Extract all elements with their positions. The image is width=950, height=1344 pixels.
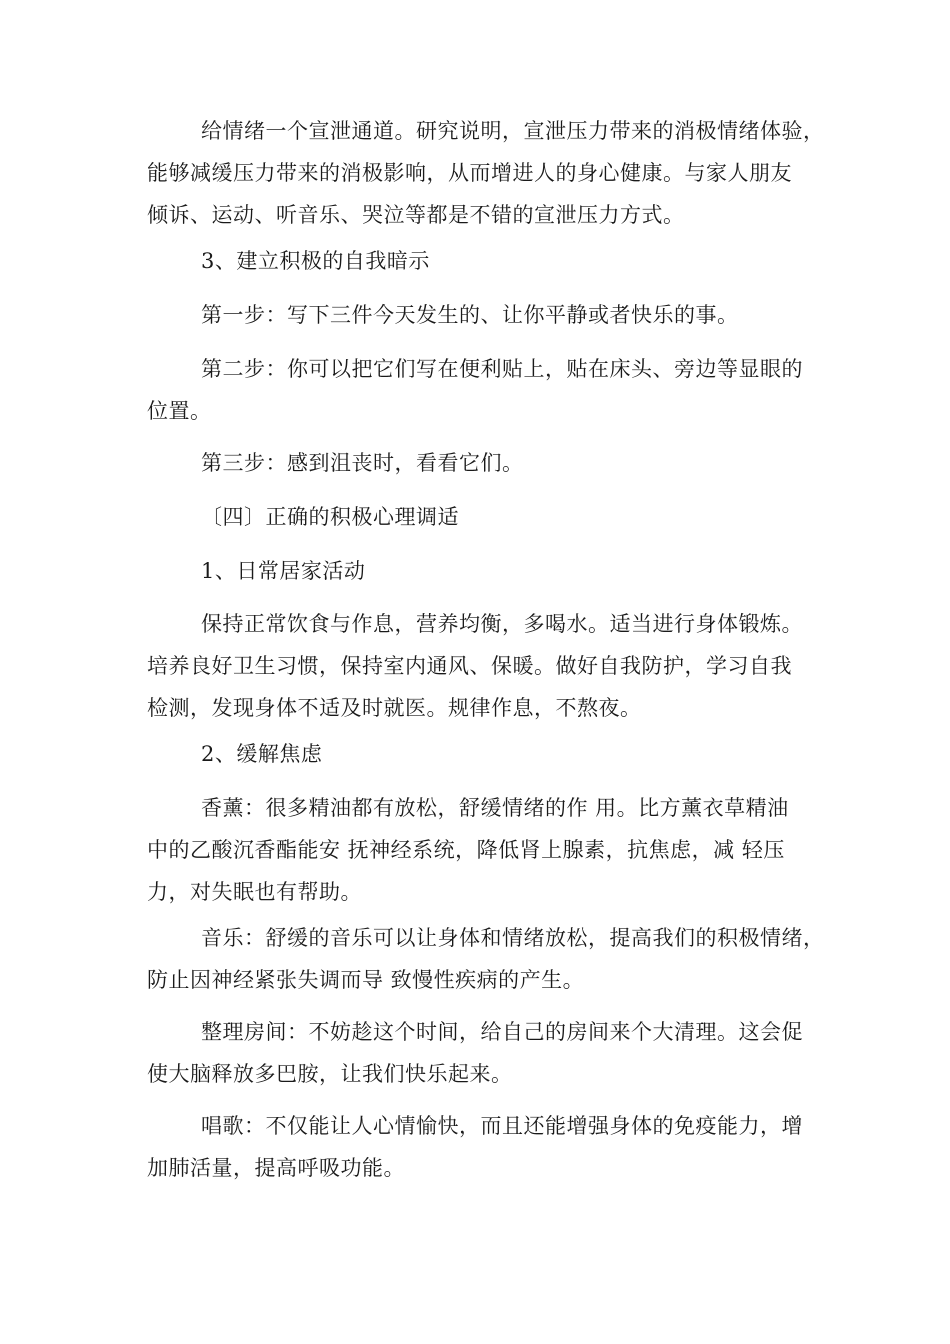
heading-section-four (147, 496, 807, 538)
text-line: 力，对失眠也有帮助。 (147, 880, 362, 904)
paragraph-aromatherapy (147, 787, 807, 913)
heading-daily-activities (147, 550, 807, 592)
text-line: 3、建立积极的自我暗示 (201, 249, 430, 273)
text-line: 保持正常饮食与作息，营养均衡，多喝水。适当进行身体锻炼。 (201, 612, 803, 636)
paragraph-step-1 (147, 294, 807, 336)
text-line: 检测，发现身体不适及时就医。规律作息，不熬夜。 (147, 696, 642, 720)
heading-relieve-anxiety (147, 733, 807, 775)
text-line: 唱歌：不仅能让人心情愉快，而且还能增强身体的免疫能力，增 (201, 1114, 803, 1138)
text-line: 第一步：写下三件今天发生的、让你平静或者快乐的事。 (201, 303, 739, 327)
paragraph-step-3 (147, 442, 807, 484)
text-line: 1、日常居家活动 (201, 559, 366, 583)
text-line: 防止因神经紧张失调而导 致慢性疾病的产生。 (147, 968, 585, 992)
text-line: 给情绪一个宣泄通道。研究说明，宣泄压力带来的消极情绪体验， (201, 119, 825, 143)
text-line: 音乐：舒缓的音乐可以让身体和情绪放松，提高我们的积极情绪， (201, 926, 825, 950)
text-line: 加肺活量，提高呼吸功能。 (147, 1156, 405, 1180)
text-line: 第三步：感到沮丧时，看看它们。 (201, 451, 524, 475)
paragraph-step-2 (147, 348, 807, 432)
text-line: 能够减缓压力带来的消极影响，从而增进人的身心健康。与家人朋友 (147, 161, 792, 185)
text-line: 使大脑释放多巴胺，让我们快乐起来。 (147, 1062, 513, 1086)
paragraph-vent (147, 110, 825, 236)
paragraph-tidy-room (147, 1011, 807, 1095)
heading-self-suggestion (147, 240, 807, 282)
text-line: 第二步：你可以把它们写在便利贴上，贴在床头、旁边等显眼的 (201, 357, 803, 381)
text-line: 中的乙酸沉香酯能安 抚神经系统，降低肾上腺素，抗焦虑，减 轻压 (147, 838, 785, 862)
text-line: 〔四〕正确的积极心理调适 (201, 505, 459, 529)
paragraph-music (147, 917, 825, 1001)
text-line: 倾诉、运动、听音乐、哭泣等都是不错的宣泄压力方式。 (147, 203, 685, 227)
text-line: 位置。 (147, 399, 212, 423)
text-line: 整理房间：不妨趁这个时间，给自己的房间来个大清理。这会促 (201, 1020, 803, 1044)
text-line: 培养良好卫生习惯，保持室内通风、保暖。做好自我防护，学习自我 (147, 654, 792, 678)
paragraph-singing (147, 1105, 807, 1189)
text-line: 香薰：很多精油都有放松，舒缓情绪的作 用。比方薰衣草精油 (201, 796, 789, 820)
paragraph-daily-activities (147, 603, 807, 729)
text-line: 2、缓解焦虑 (201, 742, 323, 766)
